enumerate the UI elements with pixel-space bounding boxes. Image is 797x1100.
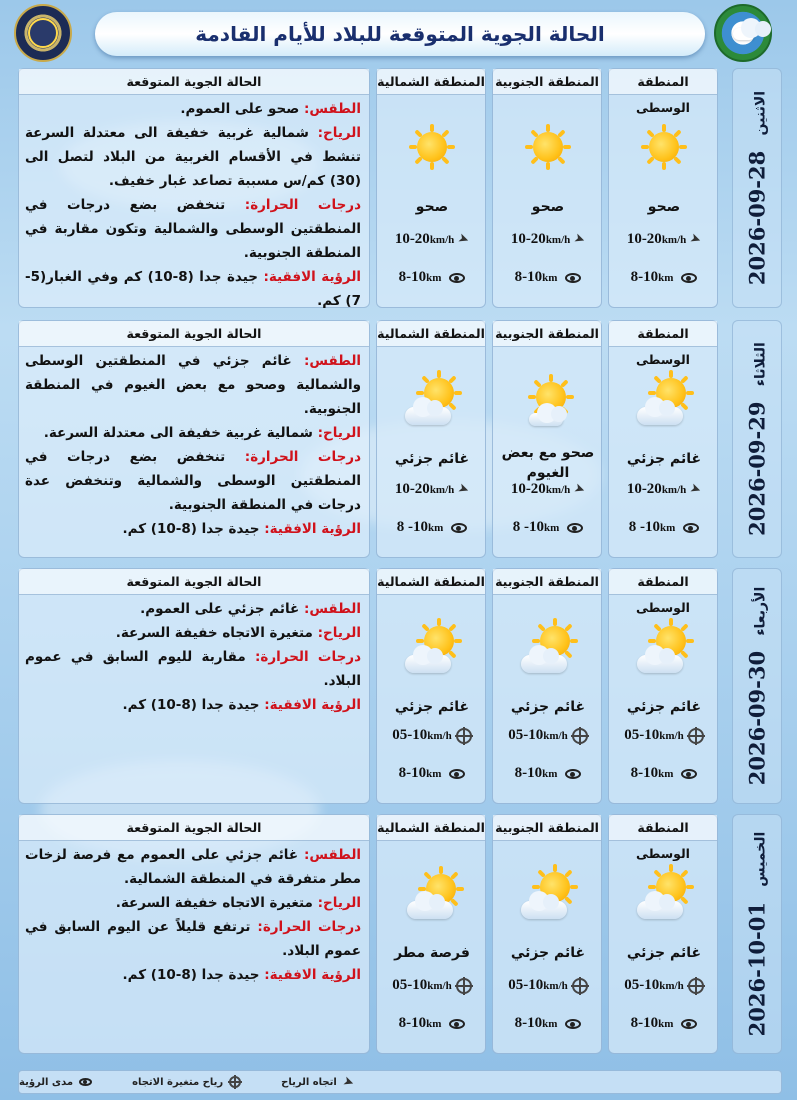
forecast-text-panel bbox=[18, 68, 370, 308]
region-card bbox=[376, 68, 486, 308]
date-label: 2026-09-28 الاثنين bbox=[744, 90, 770, 286]
partly-cloudy-icon bbox=[609, 843, 719, 933]
partly-cloudy-icon bbox=[377, 597, 487, 687]
condition-label: غائم جزئي bbox=[510, 699, 586, 715]
temperature-line: درجات الحرارة: تنخفض بضع درجات في المنطقتين الوسطى والشمالية وتكون مقاربة في المنطقة الجنوبية. bbox=[25, 197, 361, 261]
visibility-line: الرؤية الافقية: جيدة جدا (8-10) كم. bbox=[122, 697, 361, 713]
visibility-range: 8 -10km bbox=[609, 519, 719, 536]
weather-line: الطقس: غائم جزئي في المنطقتين الوسطى والشمالية وصحو مع بعض الغيوم في المنطقة الجنوبية. bbox=[25, 353, 362, 417]
wind-speed: 10-20km/h ➤ bbox=[626, 480, 704, 499]
meteorology-logo bbox=[714, 4, 772, 62]
weekday-label: الاثنين bbox=[752, 90, 769, 136]
region-card bbox=[608, 320, 718, 558]
date-column bbox=[732, 320, 782, 558]
temperature-line: درجات الحرارة: ترتفع قليلاً عن اليوم السابق في عموم البلاد. bbox=[25, 919, 362, 959]
sun-icon bbox=[377, 97, 487, 187]
region-name: المنطقة الجنوبية bbox=[493, 569, 601, 595]
region-card bbox=[492, 68, 602, 308]
wind-speed: 05-10km/h bbox=[377, 727, 487, 744]
visibility-line: الرؤية الافقية: جيدة جدا (8-10) كم. bbox=[122, 521, 361, 537]
date-label: 2026-10-01 الخميس bbox=[744, 831, 770, 1037]
region-card bbox=[608, 568, 718, 804]
forecast-body bbox=[19, 841, 369, 987]
region-name: المنطقة الشمالية bbox=[377, 69, 485, 95]
variable-wind-icon bbox=[456, 978, 472, 994]
region-name: المنطقة الشمالية bbox=[377, 321, 485, 347]
visibility-range: 8-10km bbox=[493, 765, 603, 782]
region-card bbox=[376, 814, 486, 1054]
region-card bbox=[492, 814, 602, 1054]
wind-direction-arrow-icon: ➤ bbox=[340, 1073, 356, 1091]
date-label: 2026-09-30 الأربعاء bbox=[744, 586, 770, 786]
eye-icon bbox=[79, 1078, 92, 1086]
wind-speed: 05-10km/h bbox=[493, 727, 603, 744]
region-name: المنطقة الوسطى bbox=[609, 815, 717, 841]
weather-line: الطقس: صحو على العموم. bbox=[180, 101, 361, 117]
visibility-line: الرؤية الافقية: جيدة جدا (8-10) كم وفي الغبار(5-7) كم. bbox=[25, 269, 362, 309]
visibility-range: 8-10km bbox=[609, 1015, 719, 1032]
sun-icon bbox=[609, 97, 719, 187]
variable-wind-icon bbox=[688, 978, 704, 994]
weekday-label: الخميس bbox=[752, 831, 769, 887]
eye-icon bbox=[565, 273, 581, 283]
variable-wind-icon bbox=[229, 1076, 241, 1088]
page-title: الحالة الجوية المتوقعة للبلاد للأيام القادمة bbox=[195, 22, 605, 46]
wind-direction-arrow-icon: ➤ bbox=[456, 480, 472, 499]
eye-icon bbox=[681, 273, 697, 283]
region-name: المنطقة الشمالية bbox=[377, 815, 485, 841]
wind-speed: 05-10km/h bbox=[609, 977, 719, 994]
eye-icon bbox=[565, 1019, 581, 1029]
header bbox=[0, 0, 797, 66]
region-name: المنطقة الجنوبية bbox=[493, 321, 601, 347]
legend-variable-wind: رياح متغيرة الاتجاه bbox=[132, 1076, 241, 1088]
partly-cloudy-icon bbox=[609, 349, 719, 439]
region-card bbox=[376, 568, 486, 804]
wind-direction-arrow-icon: ➤ bbox=[572, 480, 588, 499]
weather-line: الطقس: غائم جزئي على العموم. bbox=[140, 601, 361, 617]
region-card bbox=[608, 814, 718, 1054]
partly-cloudy-icon bbox=[493, 597, 603, 687]
wind-speed: 10-20km/h ➤ bbox=[626, 230, 704, 249]
visibility-range: 8 -10km bbox=[493, 519, 603, 536]
condition-label: غائم جزئي bbox=[626, 451, 702, 467]
wind-line: الرياح: متغيرة الاتجاه خفيفة السرعة. bbox=[115, 895, 361, 911]
date-label: 2026-09-29 الثلاثاء bbox=[744, 342, 770, 536]
title-banner bbox=[95, 12, 705, 56]
visibility-range: 8-10km bbox=[377, 1015, 487, 1032]
condition-label: صحو مع بعض الغيوم bbox=[501, 445, 595, 481]
day-block bbox=[18, 568, 782, 804]
date-column bbox=[732, 814, 782, 1054]
forecast-heading: الحالة الجوية المتوقعة bbox=[19, 69, 369, 95]
region-name: المنطقة الجنوبية bbox=[493, 69, 601, 95]
condition-label: غائم جزئي bbox=[394, 699, 470, 715]
forecast-heading: الحالة الجوية المتوقعة bbox=[19, 321, 369, 347]
region-card bbox=[376, 320, 486, 558]
wind-speed: 10-20km/h ➤ bbox=[510, 480, 588, 499]
partly-cloudy-icon bbox=[377, 349, 487, 439]
region-card bbox=[492, 568, 602, 804]
wind-speed: 10-20km/h ➤ bbox=[394, 480, 472, 499]
wind-speed: 05-10km/h bbox=[493, 977, 603, 994]
wind-line: الرياح: متغيرة الاتجاه خفيفة السرعة. bbox=[115, 625, 361, 641]
visibility-range: 8 -10km bbox=[377, 519, 487, 536]
partly-cloudy-icon bbox=[609, 597, 719, 687]
wind-direction-arrow-icon: ➤ bbox=[572, 230, 588, 249]
visibility-range: 8-10km bbox=[609, 765, 719, 782]
visibility-range: 8-10km bbox=[493, 269, 603, 286]
temperature-line: درجات الحرارة: مقاربة لليوم السابق في عموم البلاد. bbox=[25, 649, 361, 689]
condition-label: غائم جزئي bbox=[510, 945, 586, 961]
condition-label: غائم جزئي bbox=[394, 451, 470, 467]
wind-direction-arrow-icon: ➤ bbox=[688, 230, 704, 249]
variable-wind-icon bbox=[572, 728, 588, 744]
date-column bbox=[732, 68, 782, 308]
region-card bbox=[608, 68, 718, 308]
eye-icon bbox=[681, 769, 697, 779]
forecast-text-panel bbox=[18, 320, 370, 558]
day-block bbox=[18, 320, 782, 558]
eye-icon bbox=[683, 523, 699, 533]
forecast-body bbox=[19, 595, 369, 717]
eye-icon bbox=[449, 1019, 465, 1029]
condition-label: غائم جزئي bbox=[626, 699, 702, 715]
variable-wind-icon bbox=[572, 978, 588, 994]
eye-icon bbox=[449, 769, 465, 779]
region-name: المنطقة الشمالية bbox=[377, 569, 485, 595]
legend bbox=[18, 1070, 782, 1094]
forecast-body bbox=[19, 95, 369, 313]
wind-speed: 10-20km/h ➤ bbox=[510, 230, 588, 249]
temperature-line: درجات الحرارة: تنخفض بضع درجات في المنطقتين الوسطى والشمالية وتنخفض عدة درجات في المنطقة الجنوبية. bbox=[25, 449, 361, 513]
wind-speed: 05-10km/h bbox=[609, 727, 719, 744]
forecast-heading: الحالة الجوية المتوقعة bbox=[19, 569, 369, 595]
region-card bbox=[492, 320, 602, 558]
weekday-label: الثلاثاء bbox=[752, 342, 769, 387]
visibility-range: 8-10km bbox=[377, 269, 487, 286]
region-name: المنطقة الوسطى bbox=[609, 569, 717, 595]
wind-direction-arrow-icon: ➤ bbox=[688, 480, 704, 499]
legend-wind-direction: ➤ اتجاه الرياح bbox=[281, 1073, 356, 1091]
visibility-range: 8-10km bbox=[609, 269, 719, 286]
condition-label: غائم جزئي bbox=[626, 945, 702, 961]
date-column bbox=[732, 568, 782, 804]
condition-label: صحو bbox=[647, 199, 681, 215]
wind-line: الرياح: شمالية غربية خفيفة الى معتدلة السرعة تنشط في الأقسام الغربية من البلاد لتصل الى (30) كم/س مسببة تصاعد غبار خفيف. bbox=[25, 125, 361, 189]
condition-label: صحو bbox=[531, 199, 565, 215]
visibility-line: الرؤية الافقية: جيدة جدا (8-10) كم. bbox=[122, 967, 361, 983]
wind-speed: 05-10km/h bbox=[377, 977, 487, 994]
region-name: المنطقة الوسطى bbox=[609, 69, 717, 95]
region-name: المنطقة الجنوبية bbox=[493, 815, 601, 841]
condition-label: فرصة مطر bbox=[394, 945, 470, 961]
day-block bbox=[18, 814, 782, 1054]
day-block bbox=[18, 68, 782, 308]
eye-icon bbox=[451, 523, 467, 533]
visibility-range: 8-10km bbox=[377, 765, 487, 782]
forecast-text-panel bbox=[18, 568, 370, 804]
sun-icon bbox=[493, 97, 603, 187]
forecast-text-panel bbox=[18, 814, 370, 1054]
wind-direction-arrow-icon: ➤ bbox=[456, 230, 472, 249]
partly-cloudy-icon bbox=[493, 843, 603, 933]
eye-icon bbox=[449, 273, 465, 283]
condition-label: صحو bbox=[415, 199, 449, 215]
wind-line: الرياح: شمالية غربية خفيفة الى معتدلة السرعة. bbox=[43, 425, 361, 441]
variable-wind-icon bbox=[688, 728, 704, 744]
visibility-range: 8-10km bbox=[493, 1015, 603, 1032]
variable-wind-icon bbox=[456, 728, 472, 744]
wind-speed: 10-20km/h ➤ bbox=[394, 230, 472, 249]
eye-icon bbox=[681, 1019, 697, 1029]
region-name: المنطقة الوسطى bbox=[609, 321, 717, 347]
forecast-heading: الحالة الجوية المتوقعة bbox=[19, 815, 369, 841]
chance-of-rain-icon bbox=[377, 843, 487, 933]
weather-line: الطقس: غائم جزئي على العموم مع فرصة لزخات مطر متفرقة في المنطقة الشمالية. bbox=[25, 847, 362, 887]
weekday-label: الأربعاء bbox=[752, 586, 769, 636]
eye-icon bbox=[565, 769, 581, 779]
eye-icon bbox=[567, 523, 583, 533]
mostly-sunny-icon bbox=[493, 349, 603, 439]
legend-visibility: مدى الرؤية bbox=[19, 1077, 92, 1088]
emblem-logo bbox=[14, 4, 72, 62]
forecast-body bbox=[19, 347, 369, 541]
